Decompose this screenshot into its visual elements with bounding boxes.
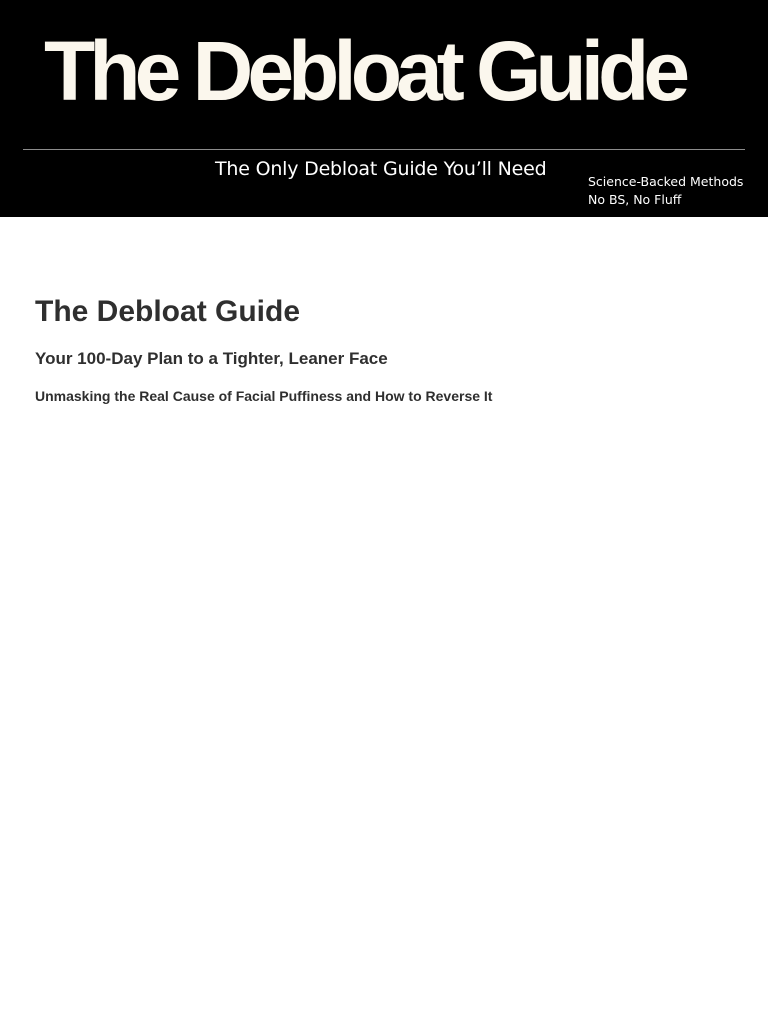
banner-tagline: The Only Debloat Guide You’ll Need	[215, 158, 547, 180]
banner-divider	[23, 149, 745, 150]
banner-highlight-item: No BS, No Fluff	[588, 192, 682, 207]
cover-banner	[0, 0, 768, 217]
document-tagline: Unmasking the Real Cause of Facial Puffiness and How to Reverse It	[35, 388, 493, 404]
banner-highlight-item: Science-Backed Methods	[588, 174, 744, 189]
document-title: The Debloat Guide	[35, 295, 301, 328]
banner-title: The Debloat Guide	[44, 24, 685, 118]
banner-highlights	[588, 173, 743, 209]
document-subtitle: Your 100-Day Plan to a Tighter, Leaner Face	[35, 349, 388, 368]
